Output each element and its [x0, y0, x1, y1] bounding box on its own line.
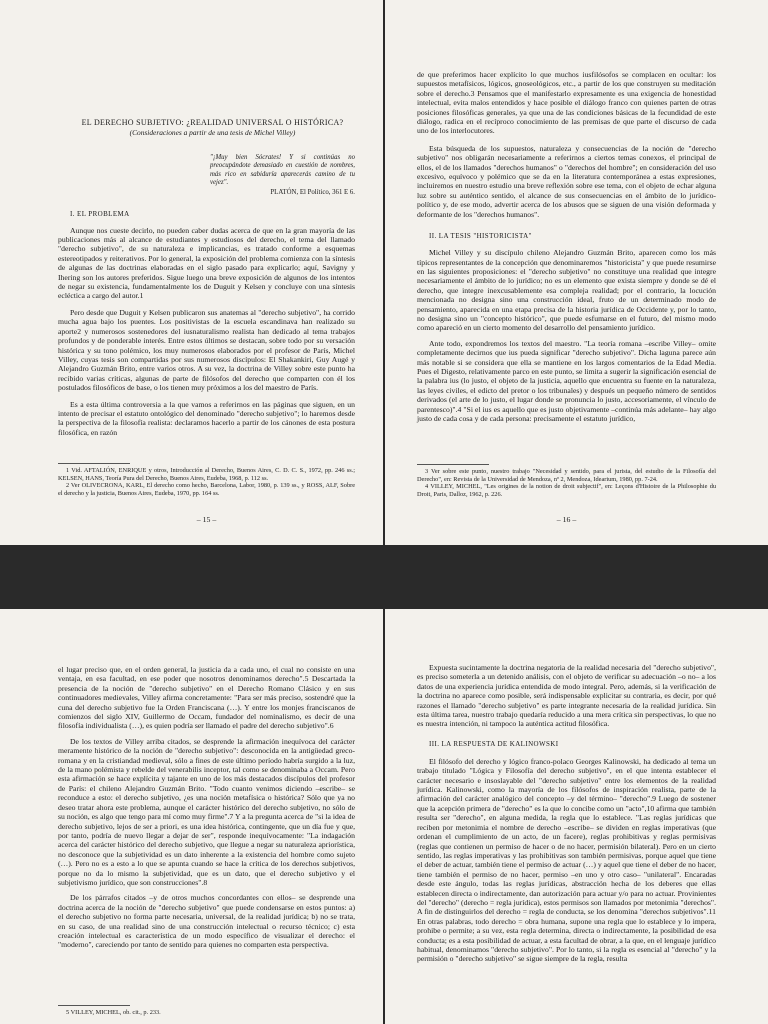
- page-16: [385, 0, 768, 545]
- section-heading-2: II. LA TESIS "HISTORICISTA": [429, 232, 532, 241]
- page-18: [385, 609, 768, 1024]
- paragraph: De los párrafos citados –y de otros muchos concordantes con ellos– se desprende una doctrina acerca de la noción de "derecho subjetivo" que puede condensarse en estos puntos: a) el derecho subjetivo no forma parte necesaria, universal, de la realidad jurídica; b) no se trata, en su caso, de una realidad sino de una construcción intelectual o recurso técnico; c) esta creación intelectual es característica de un modo específico de visualizar el derecho: el "moderno", careciendo por tanto de sentido para quienes no comparten esta perspectiva.: [58, 893, 355, 950]
- footnote-rule: [58, 1005, 130, 1006]
- footnote-rule: [417, 464, 489, 465]
- footnote: 5 VILLEY, MICHEL, ob. cit., p. 233.: [66, 1009, 161, 1016]
- page-17: [0, 609, 383, 1024]
- article-title: EL DERECHO SUBJETIVO: ¿REALIDAD UNIVERSAL O HISTÓRICA?: [81, 118, 344, 127]
- epigraph: "¡Muy bien Sócrates! Y si continúas no preocupándote demasiado en cuestión de nombres, más rico en sabiduría aparecerás camino de tu vejez".: [210, 154, 355, 187]
- paragraph: Michel Villey y su discípulo chileno Alejandro Guzmán Brito, aparecen como los más típicos representantes de la concepción que denominaremos "historicista" y que puede resumirse en las siguientes proposiciones: el "derecho subjetivo" no constituye una realidad que integre necesariamente el ámbito de lo jurídico; no es un elemento que exista siempre y donde se dé el derecho, que integre inexcusablemente esa compleja realidad; por el contrario, la locución mencionada no designa sino una construcción ideal, fruto de un determinado modo de pensamiento, aparecida en una etapa precisa de la historia jurídica de Occidente y, por lo tanto, no designa sino un "concepto histórico", que puede esfumarse en el futuro, del mismo modo como apareció en un cierto momento del desarrollo del pensamiento jurídico.: [417, 248, 716, 333]
- footnote: 1 Vid. AFTALIÓN, ENRIQUE y otros, Introducción al Derecho, Buenos Aires, C. D. C. S., 1972, pp. 246 ss.; KELSEN, HANS, Teoría Pura del Derecho, Buenos Aires, Eudeba, 1968, p. 112 ss.: [58, 467, 355, 482]
- paragraph: Esta búsqueda de los supuestos, naturaleza y consecuencias de la noción de "derecho subjetivo" nos obligarán necesariamente a referirnos a ciertos temas conexos, el principal de ellos, el de los llamados "derechos humanos" o "derechos del hombre"; en consideración del uso excesivo, equívoco y polémico que se da en la literatura contemporánea a estas expresiones, incluiremos en nuestro estudio una breve reflexión sobre ese tema, con el objeto de echar alguna luz sobre su auténtico sentido, el alcance de sus consecuencias en el ámbito de lo jurídico-político y, de ese modo, advertir acerca de los abusos que se siguen de una visión deformada y deformante de los "derechos humanos".: [417, 143, 716, 219]
- page-number: – 15 –: [196, 515, 217, 524]
- section-heading-3: III. LA RESPUESTA DE KALINOWSKI: [429, 739, 559, 748]
- paragraph: Pero desde que Duguit y Kelsen publicaron sus anatemas al "derecho subjetivo", ha corrido mucha agua bajo los puentes. Los positivistas de la escuela escandinava han realizado su aporte2 y numerosos sostenedores del iusnaturalismo realista han dedicado al tema trabajos profundos y de ponderable interés. Entre estos últimos se destacan, sobre todo por su versación histórica y su tono polémico, los muy numerosos elaborados por el profesor de París, Michel Villey, cuyas tesis son compartidas por sus numerosos discípulos: El Shakankiri, Guy Augé y Alejandro Guzmán Brito, entre varios otros. A su vez, la doctrina de Villey sobre este punto ha recibido varias críticas, algunas de parte de filósofos del derecho que comparten con él los postulados filosóficos de base, o los tienen muy próximos a los del maestro de París.: [58, 307, 355, 393]
- paragraph: Expuesta sucintamente la doctrina negatoria de la realidad necesaria del "derecho subjetivo", es preciso someterla a un detenido análisis, con el objeto de verificar su adecuación –o no– a los datos de una experiencia jurídica entendida de modo integral. Pero, además, si la verificación de la doctrina no aparece como posible, será indispensable explicitar su contraria, es decir, por qué razones el llamado "derecho subjetivo" es parte integrante necesaria de la realidad jurídica. Sin esta última tarea, nuestro trabajo quedaría reducido a una mera crítica sin perspectivas, lo que no es nuestra intención, ni tampoco la auténtica actitud filosófica.: [417, 663, 716, 729]
- paragraph: Ante todo, expondremos los textos del maestro. "La teoría romana –escribe Villey– omite completamente decirnos que ius pueda significar "derecho subjetivo". Dicha laguna parece aún más notable si se considera que ella se mantiene en los largos comentarios de la Edad Media. Pues el Digesto, relativamente parco en este punto, se limita a sugerir la significación esencial de la palabra ius (lo justo, el objeto de la justicia, aquello que encuentra su fuente en la naturaleza, las leyes civiles, el edicto del pretor o los tribunales) y después un pequeño número de sentidos derivados (el arte de lo justo, el lugar donde se pronuncia lo justo, accesoriamente, el vínculo de parentesco)".4 "Si el ius es aquello que es justo objetivamente –continúa más adelante– hay algo justo de cada cosa y de cada persona: precisamente el estatuto jurídico,: [417, 338, 716, 423]
- paragraph: el lugar preciso que, en el orden general, la justicia da a cada uno, el cual no consiste en una ventaja, en esa facultad, en ese poder que nosotros denominamos derecho".5 Descartada la presencia de la noción de "derecho subjetivo" en el Derecho Romano Clásico y en sus continuadores medievales, Villey afirma concretamente: "Para ser más preciso, sostendré que la cuna del derecho subjetivo fue la Orden Franciscana (…). Y entre los monjes franciscanos de comienzos del siglo XIV, Guillermo de Occam, fundador del nominalismo, es decir de una filosofía individualista (…), es quien podría ser llamado el padre del derecho subjetivo".6: [58, 665, 355, 731]
- section-heading-1: I. EL PROBLEMA: [70, 209, 130, 218]
- footnote: 4 VILLEY, MICHEL, "Les origines de la notion de droit subjectif", en: Leçons d'Histoire de la Philosophie du Droit, Paris, Dalloz, 1962, p. 226.: [417, 483, 716, 498]
- epigraph-source: PLATÓN, El Político, 361 E 6.: [270, 188, 355, 196]
- footnote: 3 Ver sobre este punto, nuestro trabajo "Necesidad y sentido, para el jurista, del estudio de la Filosofía del Derecho", en: Revista de la Universidad de Mendoza, nº 2, Mendoza, Idearium, 1980, pp. 7-24.: [417, 468, 716, 483]
- article-subtitle: (Consideraciones a partir de una tesis de Michel Villey): [129, 128, 296, 137]
- footnote: 2 Ver OLIVECRONA, KARL, El derecho como hecho, Barcelona, Labor, 1980, p. 139 ss., y ROSS, ALF, Sobre el derecho y la justicia, Buenos Aires, Eudeba, 1970, pp. 164 ss.: [58, 482, 355, 497]
- paragraph: De los textos de Villey arriba citados, se desprende la afirmación inequívoca del carácter meramente histórico de la noción de "derecho subjetivo": desconocida en la antigüedad greco-romana y en la cristiandad medieval, sólo a fines de este último período habría surgido a la luz, de la mano polémista y rebelde del venerabilis inceptor, tal como se denominaba a Occam. Pero esta afirmación se hace explícita y tajante en uno de los más destacados discípulos del profesor de París: el chileno Alejandro Guzmán Brito. "Todo cuanto venimos diciendo –escribe– se reconduce a esto: el derecho subjetivo, ¿es una noción metafísica o histórica? Sólo que ya no deseo tratar ahora este problema, aunque el carácter histórico del derecho subjetivo, no sólo de su noción, es algo que tengo para mí como muy firme".7 Y a la pregunta acerca de "si la idea de derecho subjetivo, lejos de ser a priori, es una idea histórica, contingente, que un día fue y que, por tanto, podría de nuevo llegar a dejar de ser", responde inequívocamente: "La indagación acerca del carácter histórico del derecho subjetivo, que llegue a negar su naturaleza apriorística, no desconoce que la subjetividad es un dato inherente a la existencia del hombre como sujeto (…). Pero no es a esto a lo que se apunta cuando se hace la crítica de los derechos subjetivos, porque no da lo mismo la subjetividad, que es un dato, que el derecho subjetivo y el subjetivismo jurídico, que son construcciones".8: [58, 736, 355, 887]
- page-number: – 16 –: [556, 515, 577, 524]
- page-15: [0, 0, 383, 545]
- footnote-rule: [58, 463, 130, 464]
- paragraph: El filósofo del derecho y lógico franco-polaco Georges Kalinowski, ha dedicado al tema un trabajo titulado "Lógica y Filosofía del derecho subjetivo", en el que intenta establecer el carácter necesario e insoslayable del "derecho subjetivo" entre los elementos de la realidad jurídica. Kalinowski, como la mayoría de los filósofos de inspiración realista, parte de la afirmación del carácter analógico del concepto –y del término– "derecho".9 Luego de sostener que la acepción primera de "derecho" es la que lo concibe como un "acto",10 afirma que también resulta ser "derecho", en alguna medida, la regla que lo establece. "Las reglas jurídicas que reciben por metonimia el nombre de derecho –escribe– se dividen en reglas imperativas (que ordenan el cumplimiento de un acto, de un facere), reglas prohibitivas y reglas permisivas (reglas que contienen un permiso de hacer o de no hacer, permisión bilateral). Pero en un cierto sentido, las reglas imperativas y las prohibitivas son también permisivas, porque aquel que tiene el deber de actuar, también tiene el permiso de actuar (…) y aquel que tiene el deber de no hacer, tiene también el permiso de no hacer, permiso –en uno y otro caso– "unilateral". Encaradas desde este ángulo, todas las reglas jurídicas, abstracción hecha de los deberes que ellas establecen directa o indirectamente, dan autorización para actuar y/o para no actuar. Provinientes del "derecho" (derecho = regla jurídica), estos permisos son llamados por metonimia "derechos". A fin de distinguirlos del derecho = regla de conducta, se los denomina "derechos subjetivos".11 En otras palabras, todo derecho = obra humana, supone una regla que lo establece y lo impera, prohibe o permite; a su vez, esta regla determina, directa o indirectamente, la posibilidad de esa conducta; es a esta posibilidad de actuar, a esta facultad de obrar, a la que, en el lenguaje jurídico habitual, denominamos "derecho subjetivo". Por lo tanto, si la regla es esencial al "derecho" y la permisión o "derecho subjetivo" se sigue siempre de la regla, resulta: [417, 756, 716, 964]
- paragraph: Es a esta última controversia a la que vamos a referirnos en las páginas que siguen, en un intento de precisar el estatuto ontológico del denominado "derecho subjetivo"; lo haremos desde la perspectiva de la filosofía realista: declaramos hacerlo a partir de los cánones de esta postura filosófica, en razón: [58, 399, 355, 437]
- paragraph: de que preferimos hacer explícito lo que muchos iusfilósofos se complacen en ocultar: los supuestos metafísicos, lógicos, gnoseológicos, etc., a partir de los que construyen su meditación sobre el derecho.3 Pensamos que el manifestarlo expresamente es una exigencia de honestidad intelectual, evita malos entendidos y hace posible el diálogo franco con quienes parten de otras posiciones filosóficas generales, ya que una de las condiciones básicas de la fecundidad de este diálogo, radica en el recíproco conocimiento de las premisas de que parte el discurso de cada uno de los interlocutores.: [417, 70, 716, 136]
- paragraph: Aunque nos cueste decirlo, no pueden caber dudas acerca de que en la gran mayoría de las publicaciones más al alcance de estudiantes y estudiosos del derecho, el tema del llamado "derecho subjetivo", de su naturaleza e implicancias, es tratado conforme a esquemas estereotipados y reiterativos. Por lo general, la exposición del problema comienza con la síntesis de algunas de las doctrinas elaboradas en el siglo pasado para explicarlo; aquí, Savigny y Ihering son los autores preferidos. Sigue luego una breve exposición de algunos de los intentos de negar su existencia, fundamentalmente los de Duguit y Kelsen y concluye con una síntesis ecléctica a cargo del autor.1: [58, 225, 355, 301]
